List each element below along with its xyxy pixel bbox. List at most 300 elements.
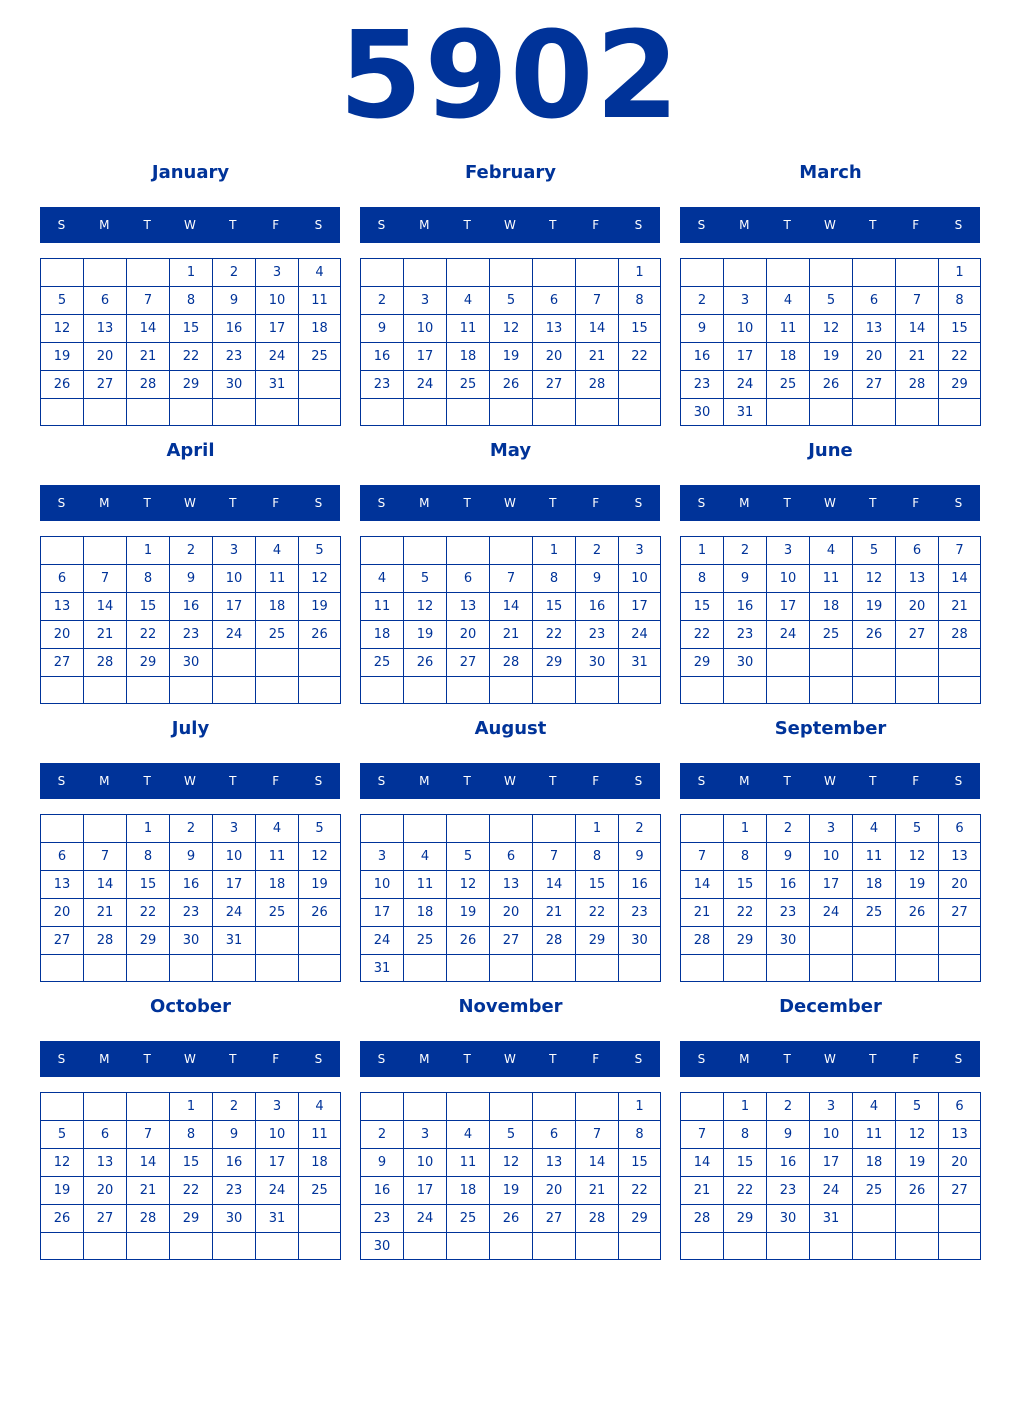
day-cell: 16 xyxy=(169,870,212,898)
day-cell: 25 xyxy=(446,1204,489,1232)
day-cell: 29 xyxy=(532,648,575,676)
empty-day-cell xyxy=(938,954,981,982)
day-cell: 21 xyxy=(83,898,126,926)
day-grid xyxy=(40,258,341,427)
day-cell: 29 xyxy=(126,926,169,954)
day-cell: 9 xyxy=(680,314,723,342)
empty-day-cell xyxy=(489,1232,532,1260)
day-cell: 25 xyxy=(298,1176,341,1204)
day-cell: 16 xyxy=(169,592,212,620)
empty-day-cell xyxy=(298,1232,341,1260)
day-cell: 10 xyxy=(212,842,255,870)
empty-day-cell xyxy=(809,954,852,982)
weekday-label: M xyxy=(99,218,110,232)
empty-day-cell xyxy=(403,398,446,426)
empty-day-cell xyxy=(895,676,938,704)
day-grid xyxy=(40,1092,341,1261)
day-cell: 13 xyxy=(895,564,938,592)
day-cell: 2 xyxy=(169,814,212,842)
day-cell: 6 xyxy=(938,1092,981,1120)
weekday-header xyxy=(360,763,660,799)
day-cell: 17 xyxy=(723,342,766,370)
day-cell: 11 xyxy=(360,592,403,620)
day-cell: 14 xyxy=(938,564,981,592)
weekday-label: M xyxy=(419,496,430,510)
day-cell: 23 xyxy=(212,1176,255,1204)
day-cell: 9 xyxy=(212,1120,255,1148)
empty-day-cell xyxy=(489,1092,532,1120)
day-cell: 17 xyxy=(766,592,809,620)
empty-day-cell xyxy=(298,398,341,426)
day-cell: 23 xyxy=(680,370,723,398)
weekday-label: T xyxy=(143,218,151,232)
empty-day-cell xyxy=(618,676,661,704)
day-cell: 22 xyxy=(169,1176,212,1204)
day-cell: 7 xyxy=(126,1120,169,1148)
day-cell: 25 xyxy=(766,370,809,398)
day-cell: 18 xyxy=(446,1176,489,1204)
weekday-label: S xyxy=(377,218,386,232)
month-name: November xyxy=(458,996,563,1017)
day-cell: 16 xyxy=(212,314,255,342)
empty-day-cell xyxy=(809,258,852,286)
day-cell: 28 xyxy=(126,370,169,398)
empty-day-cell xyxy=(575,258,618,286)
day-cell: 25 xyxy=(446,370,489,398)
day-cell: 24 xyxy=(809,1176,852,1204)
weekday-header xyxy=(680,485,980,521)
empty-day-cell xyxy=(360,814,403,842)
day-cell: 18 xyxy=(298,314,341,342)
day-cell: 14 xyxy=(680,870,723,898)
day-cell: 3 xyxy=(212,814,255,842)
empty-day-cell xyxy=(723,954,766,982)
day-cell: 21 xyxy=(126,1176,169,1204)
day-cell: 6 xyxy=(489,842,532,870)
day-cell: 11 xyxy=(298,1120,341,1148)
empty-day-cell xyxy=(212,954,255,982)
empty-day-cell xyxy=(403,954,446,982)
day-cell: 26 xyxy=(895,898,938,926)
empty-day-cell xyxy=(403,676,446,704)
weekday-label: S xyxy=(57,1052,66,1066)
weekday-label: F xyxy=(912,496,920,510)
day-cell: 25 xyxy=(852,898,895,926)
day-cell: 12 xyxy=(403,592,446,620)
weekday-label: W xyxy=(184,1052,196,1066)
empty-day-cell xyxy=(169,954,212,982)
weekday-label: M xyxy=(739,218,750,232)
empty-day-cell xyxy=(723,258,766,286)
day-cell: 30 xyxy=(766,926,809,954)
day-cell: 16 xyxy=(360,1176,403,1204)
empty-day-cell xyxy=(126,1232,169,1260)
empty-day-cell xyxy=(532,398,575,426)
day-cell: 11 xyxy=(255,564,298,592)
day-cell: 25 xyxy=(852,1176,895,1204)
weekday-label: W xyxy=(504,1052,516,1066)
day-cell: 19 xyxy=(298,870,341,898)
day-cell: 29 xyxy=(169,1204,212,1232)
day-cell: 8 xyxy=(680,564,723,592)
weekday-label: T xyxy=(463,1052,471,1066)
day-cell: 24 xyxy=(360,926,403,954)
day-cell: 5 xyxy=(40,1120,83,1148)
day-cell: 7 xyxy=(532,842,575,870)
empty-day-cell xyxy=(852,648,895,676)
empty-day-cell xyxy=(212,676,255,704)
day-cell: 4 xyxy=(255,536,298,564)
day-cell: 18 xyxy=(852,1148,895,1176)
empty-day-cell xyxy=(446,258,489,286)
weekday-label: S xyxy=(314,1052,323,1066)
day-cell: 6 xyxy=(532,286,575,314)
weekday-label: T xyxy=(549,1052,557,1066)
day-cell: 2 xyxy=(680,286,723,314)
weekday-header xyxy=(360,485,660,521)
weekday-label: F xyxy=(912,218,920,232)
day-cell: 15 xyxy=(723,1148,766,1176)
empty-day-cell xyxy=(895,398,938,426)
empty-day-cell xyxy=(360,536,403,564)
weekday-header xyxy=(40,763,340,799)
weekday-label: F xyxy=(272,1052,280,1066)
day-grid xyxy=(360,814,661,983)
day-cell: 15 xyxy=(126,870,169,898)
day-cell: 26 xyxy=(852,620,895,648)
day-cell: 18 xyxy=(852,870,895,898)
day-cell: 28 xyxy=(680,926,723,954)
day-cell: 27 xyxy=(446,648,489,676)
weekday-label: W xyxy=(824,1052,836,1066)
day-cell: 4 xyxy=(852,814,895,842)
day-cell: 26 xyxy=(489,370,532,398)
empty-day-cell xyxy=(40,1232,83,1260)
day-cell: 8 xyxy=(938,286,981,314)
weekday-label: T xyxy=(229,1052,237,1066)
day-cell: 21 xyxy=(532,898,575,926)
empty-day-cell xyxy=(83,676,126,704)
empty-day-cell xyxy=(83,1232,126,1260)
weekday-header xyxy=(360,1041,660,1077)
empty-day-cell xyxy=(938,926,981,954)
day-cell: 2 xyxy=(169,536,212,564)
day-cell: 17 xyxy=(255,314,298,342)
empty-day-cell xyxy=(852,926,895,954)
day-cell: 28 xyxy=(83,648,126,676)
day-cell: 1 xyxy=(575,814,618,842)
day-cell: 12 xyxy=(446,870,489,898)
day-cell: 19 xyxy=(40,342,83,370)
day-cell: 16 xyxy=(575,592,618,620)
weekday-label: T xyxy=(143,496,151,510)
day-cell: 2 xyxy=(618,814,661,842)
day-cell: 29 xyxy=(938,370,981,398)
weekday-label: S xyxy=(377,1052,386,1066)
day-cell: 31 xyxy=(618,648,661,676)
day-cell: 18 xyxy=(255,870,298,898)
empty-day-cell xyxy=(938,1232,981,1260)
weekday-label: F xyxy=(272,218,280,232)
empty-day-cell xyxy=(83,536,126,564)
day-cell: 17 xyxy=(809,870,852,898)
day-cell: 11 xyxy=(446,314,489,342)
empty-day-cell xyxy=(255,1232,298,1260)
empty-day-cell xyxy=(255,398,298,426)
empty-day-cell xyxy=(575,398,618,426)
day-cell: 14 xyxy=(126,1148,169,1176)
day-cell: 15 xyxy=(169,314,212,342)
day-cell: 20 xyxy=(40,620,83,648)
empty-day-cell xyxy=(403,1092,446,1120)
day-cell: 3 xyxy=(403,1120,446,1148)
day-cell: 22 xyxy=(126,898,169,926)
weekday-label: S xyxy=(314,496,323,510)
day-cell: 30 xyxy=(360,1232,403,1260)
day-cell: 17 xyxy=(809,1148,852,1176)
month-name: December xyxy=(779,996,882,1017)
day-cell: 31 xyxy=(212,926,255,954)
day-cell: 4 xyxy=(298,1092,341,1120)
empty-day-cell xyxy=(169,398,212,426)
day-cell: 14 xyxy=(126,314,169,342)
day-cell: 24 xyxy=(766,620,809,648)
empty-day-cell xyxy=(446,954,489,982)
day-cell: 26 xyxy=(403,648,446,676)
month-name: June xyxy=(808,440,853,461)
day-cell: 19 xyxy=(403,620,446,648)
empty-day-cell xyxy=(40,954,83,982)
day-cell: 15 xyxy=(618,314,661,342)
day-cell: 2 xyxy=(575,536,618,564)
day-cell: 11 xyxy=(766,314,809,342)
empty-day-cell xyxy=(809,648,852,676)
day-cell: 5 xyxy=(403,564,446,592)
day-cell: 20 xyxy=(938,870,981,898)
day-cell: 27 xyxy=(489,926,532,954)
day-cell: 19 xyxy=(489,1176,532,1204)
day-cell: 18 xyxy=(809,592,852,620)
day-cell: 21 xyxy=(83,620,126,648)
day-cell: 29 xyxy=(618,1204,661,1232)
day-cell: 28 xyxy=(575,370,618,398)
empty-day-cell xyxy=(766,648,809,676)
empty-day-cell xyxy=(489,954,532,982)
month-name: October xyxy=(150,996,231,1017)
weekday-header xyxy=(680,1041,980,1077)
month-name: January xyxy=(151,162,230,183)
weekday-label: M xyxy=(99,1052,110,1066)
day-cell: 27 xyxy=(938,898,981,926)
day-cell: 23 xyxy=(360,1204,403,1232)
empty-day-cell xyxy=(446,398,489,426)
empty-day-cell xyxy=(532,676,575,704)
month-name: March xyxy=(799,162,862,183)
weekday-label: T xyxy=(463,218,471,232)
day-cell: 10 xyxy=(723,314,766,342)
day-cell: 20 xyxy=(852,342,895,370)
day-cell: 7 xyxy=(489,564,532,592)
empty-day-cell xyxy=(40,258,83,286)
empty-day-cell xyxy=(852,1232,895,1260)
day-cell: 6 xyxy=(532,1120,575,1148)
day-cell: 27 xyxy=(40,648,83,676)
empty-day-cell xyxy=(298,954,341,982)
month-name: February xyxy=(464,162,557,183)
empty-day-cell xyxy=(403,536,446,564)
weekday-label: F xyxy=(272,496,280,510)
day-cell: 20 xyxy=(489,898,532,926)
month-name: May xyxy=(489,440,532,461)
day-cell: 20 xyxy=(83,342,126,370)
empty-day-cell xyxy=(532,1092,575,1120)
day-cell: 22 xyxy=(575,898,618,926)
day-cell: 27 xyxy=(938,1176,981,1204)
day-cell: 16 xyxy=(766,870,809,898)
day-cell: 15 xyxy=(126,592,169,620)
day-cell: 23 xyxy=(169,620,212,648)
weekday-label: W xyxy=(504,496,516,510)
empty-day-cell xyxy=(446,814,489,842)
day-cell: 3 xyxy=(360,842,403,870)
day-cell: 16 xyxy=(360,342,403,370)
empty-day-cell xyxy=(852,954,895,982)
empty-day-cell xyxy=(852,1204,895,1232)
weekday-label: W xyxy=(824,218,836,232)
day-cell: 29 xyxy=(169,370,212,398)
weekday-label: S xyxy=(954,774,963,788)
day-cell: 14 xyxy=(680,1148,723,1176)
day-cell: 21 xyxy=(575,342,618,370)
empty-day-cell xyxy=(723,676,766,704)
empty-day-cell xyxy=(298,648,341,676)
day-cell: 18 xyxy=(403,898,446,926)
day-cell: 24 xyxy=(255,342,298,370)
day-cell: 11 xyxy=(852,842,895,870)
empty-day-cell xyxy=(809,676,852,704)
day-cell: 9 xyxy=(766,842,809,870)
day-cell: 11 xyxy=(298,286,341,314)
weekday-header xyxy=(680,763,980,799)
empty-day-cell xyxy=(360,676,403,704)
weekday-label: T xyxy=(229,774,237,788)
day-cell: 13 xyxy=(532,1148,575,1176)
empty-day-cell xyxy=(212,1232,255,1260)
empty-day-cell xyxy=(489,814,532,842)
empty-day-cell xyxy=(766,398,809,426)
day-cell: 11 xyxy=(403,870,446,898)
day-cell: 20 xyxy=(532,1176,575,1204)
day-cell: 30 xyxy=(723,648,766,676)
weekday-label: S xyxy=(377,496,386,510)
empty-day-cell xyxy=(938,648,981,676)
day-cell: 30 xyxy=(766,1204,809,1232)
weekday-label: T xyxy=(783,1052,791,1066)
empty-day-cell xyxy=(40,536,83,564)
day-cell: 24 xyxy=(403,370,446,398)
empty-day-cell xyxy=(489,258,532,286)
day-cell: 31 xyxy=(809,1204,852,1232)
weekday-label: S xyxy=(634,1052,643,1066)
day-cell: 7 xyxy=(575,286,618,314)
day-cell: 27 xyxy=(40,926,83,954)
empty-day-cell xyxy=(40,1092,83,1120)
day-cell: 20 xyxy=(446,620,489,648)
day-cell: 6 xyxy=(852,286,895,314)
day-cell: 29 xyxy=(126,648,169,676)
weekday-label: T xyxy=(783,496,791,510)
day-cell: 3 xyxy=(618,536,661,564)
weekday-header xyxy=(680,207,980,243)
weekday-label: M xyxy=(739,496,750,510)
day-cell: 28 xyxy=(532,926,575,954)
empty-day-cell xyxy=(766,676,809,704)
empty-day-cell xyxy=(766,258,809,286)
day-cell: 16 xyxy=(680,342,723,370)
empty-day-cell xyxy=(938,398,981,426)
weekday-label: W xyxy=(824,774,836,788)
day-cell: 10 xyxy=(255,1120,298,1148)
day-grid xyxy=(360,1092,661,1261)
day-cell: 9 xyxy=(212,286,255,314)
day-cell: 5 xyxy=(809,286,852,314)
month-name: April xyxy=(166,440,215,461)
weekday-label: S xyxy=(57,218,66,232)
weekday-label: F xyxy=(272,774,280,788)
empty-day-cell xyxy=(532,1232,575,1260)
day-cell: 24 xyxy=(212,898,255,926)
day-cell: 25 xyxy=(298,342,341,370)
day-cell: 23 xyxy=(618,898,661,926)
day-cell: 9 xyxy=(618,842,661,870)
day-cell: 5 xyxy=(446,842,489,870)
weekday-label: W xyxy=(504,218,516,232)
day-cell: 17 xyxy=(212,870,255,898)
day-cell: 7 xyxy=(126,286,169,314)
day-cell: 30 xyxy=(618,926,661,954)
day-cell: 19 xyxy=(809,342,852,370)
day-cell: 8 xyxy=(169,1120,212,1148)
day-cell: 31 xyxy=(255,1204,298,1232)
day-cell: 3 xyxy=(723,286,766,314)
weekday-label: S xyxy=(314,218,323,232)
day-cell: 1 xyxy=(618,1092,661,1120)
weekday-header xyxy=(40,207,340,243)
day-cell: 9 xyxy=(169,842,212,870)
day-cell: 7 xyxy=(83,842,126,870)
day-cell: 15 xyxy=(723,870,766,898)
day-cell: 13 xyxy=(532,314,575,342)
month-name: July xyxy=(171,718,210,739)
empty-day-cell xyxy=(403,258,446,286)
day-cell: 9 xyxy=(575,564,618,592)
day-cell: 10 xyxy=(809,842,852,870)
weekday-label: T xyxy=(783,774,791,788)
day-cell: 12 xyxy=(298,842,341,870)
day-cell: 15 xyxy=(680,592,723,620)
day-cell: 1 xyxy=(532,536,575,564)
day-cell: 12 xyxy=(298,564,341,592)
day-cell: 7 xyxy=(680,1120,723,1148)
day-cell: 30 xyxy=(169,648,212,676)
day-cell: 27 xyxy=(852,370,895,398)
day-grid xyxy=(680,536,981,705)
day-cell: 4 xyxy=(852,1092,895,1120)
weekday-label: M xyxy=(99,774,110,788)
day-cell: 2 xyxy=(212,258,255,286)
day-cell: 13 xyxy=(489,870,532,898)
day-cell: 29 xyxy=(723,1204,766,1232)
